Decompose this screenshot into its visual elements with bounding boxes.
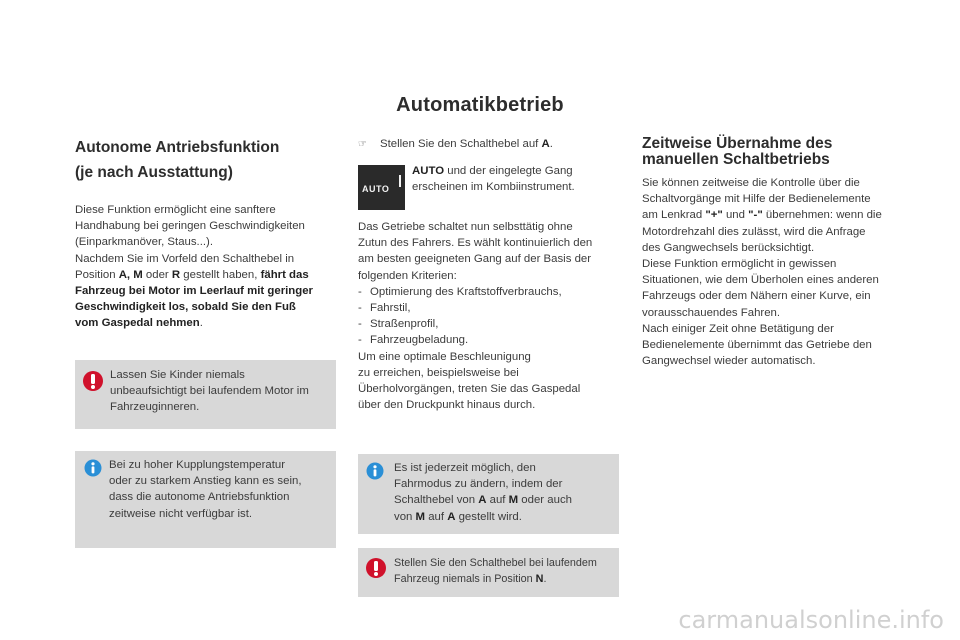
text-line: Motordrehzahl dies zulässt, wird die Anfrage xyxy=(642,225,866,238)
text-line: unbeaufsichtigt bei laufendem Motor im xyxy=(110,385,309,398)
info-text xyxy=(109,457,329,522)
text-line: Fahrmodus zu ändern, indem der xyxy=(394,478,563,491)
list-item: - Straßenprofil, xyxy=(358,316,623,332)
left-warning-box xyxy=(75,360,336,429)
text-line: Schaltvorgänge mit Hilfe der Bedienelemente xyxy=(642,193,871,206)
text-line: Nachdem Sie im Vorfeld den Schalthebel in xyxy=(75,252,295,265)
text-line: am Lenkrad "+" und "-" übernehmen: wenn die xyxy=(642,209,882,222)
left-intro-text xyxy=(75,202,345,332)
text-line: Bedienelemente übernimmt das Getriebe den xyxy=(642,339,872,352)
right-heading xyxy=(642,136,832,168)
warning-text xyxy=(394,555,616,587)
info-icon xyxy=(84,459,102,477)
text-line: Position A, M oder R gestellt haben, fährt das xyxy=(75,268,309,281)
auto-description xyxy=(412,163,612,195)
left-heading-line2: (je nach Ausstattung) xyxy=(75,164,233,181)
text-line: Situationen, wie dem Überholen eines anderen xyxy=(642,274,879,287)
left-heading-line1: Autonome Antriebsfunktion xyxy=(75,139,280,156)
text-line: Lassen Sie Kinder niemals xyxy=(110,369,245,381)
text-line: Fahrzeugs oder dem Nähern einer Kurve, ein xyxy=(642,290,871,303)
left-heading xyxy=(75,136,279,184)
criteria-list xyxy=(358,284,623,349)
text-line: Fahrzeuginneren. xyxy=(110,401,200,414)
warning-text xyxy=(110,367,330,416)
gear-indicator xyxy=(399,175,401,187)
text-line: des Gangwechsels berücksichtigt. xyxy=(642,241,815,254)
text-line: Stellen Sie den Schalthebel bei laufendem xyxy=(394,557,597,569)
text-line: Zutun des Fahrers. Es wählt kontinuierlich den xyxy=(358,237,593,250)
auto-display-label: AUTO xyxy=(362,184,390,194)
text-line: Überholvorgängen, treten Sie das Gaspedal xyxy=(358,383,581,396)
auto-display-image xyxy=(358,165,405,210)
bullet-pointer-icon: ☞ xyxy=(358,139,367,150)
info-icon xyxy=(366,462,384,480)
text-line: zeitweise nicht verfügbar ist. xyxy=(109,507,253,520)
text-line: Nach einiger Zeit ohne Betätigung der xyxy=(642,322,834,335)
text-line: (Einparkmanöver, Staus...). xyxy=(75,236,214,249)
text-line: vorausschauendes Fahren. xyxy=(642,306,781,319)
text-line: zu erreichen, beispielsweise bei xyxy=(358,366,519,379)
right-main-text xyxy=(642,175,917,369)
text-line: vom Gaspedal nehmen. xyxy=(75,317,203,330)
text-line: Schalthebel von A auf M oder auch xyxy=(394,494,572,507)
text-line: Bei zu hoher Kupplungstemperatur xyxy=(109,459,286,471)
text-line: Sie können zeitweise die Kontrolle über die xyxy=(642,177,860,189)
text-line: über den Druckpunkt hinaus durch. xyxy=(358,399,536,412)
text-line: Fahrzeug bei Motor im Leerlauf mit geringer xyxy=(75,285,313,298)
middle-info-box xyxy=(358,454,619,534)
text-line: Gangwechsel wieder automatisch. xyxy=(642,355,816,368)
right-heading-line1: Zeitweise Übernahme des xyxy=(642,135,833,152)
middle-bullet: ☞ Stellen Sie den Schalthebel auf A. xyxy=(358,136,618,153)
text-line: Diese Funktion ermöglicht in gewissen xyxy=(642,258,837,271)
warning-exclamation-icon xyxy=(82,370,104,392)
list-item: - Optimierung des Kraftstoffverbrauchs, xyxy=(358,284,623,300)
text-line: AUTO und der eingelegte Gang xyxy=(412,165,573,177)
text-line: Geschwindigkeit los, sobald Sie den Fuß xyxy=(75,301,296,314)
text-line: Um eine optimale Beschleunigung xyxy=(358,350,531,363)
middle-warning-box xyxy=(358,548,619,597)
text-line: Es ist jederzeit möglich, den xyxy=(394,462,536,474)
text-line: erscheinen im Kombiinstrument. xyxy=(412,181,575,194)
list-item: - Fahrstil, xyxy=(358,300,623,316)
text-line: am besten geeigneten Gang auf der Basis der xyxy=(358,253,592,266)
text-line: dass die autonome Antriebsfunktion xyxy=(109,491,290,504)
text-line: oder zu starkem Anstieg kann es sein, xyxy=(109,475,302,488)
text-line: Handhabung bei geringen Geschwindigkeiten xyxy=(75,220,305,233)
info-text xyxy=(394,460,614,525)
right-heading-line2: manuellen Schaltbetriebs xyxy=(642,151,830,168)
text-line: von M auf A gestellt wird. xyxy=(394,510,522,523)
text-line: Fahrzeug niemals in Position N. xyxy=(394,573,547,586)
middle-main-text xyxy=(358,219,623,413)
watermark: carmanualsonline.info xyxy=(678,606,944,634)
list-item: - Fahrzeugbeladung. xyxy=(358,332,623,348)
left-info-box xyxy=(75,451,336,548)
text-line: Das Getriebe schaltet nun selbsttätig ohne xyxy=(358,221,573,233)
warning-exclamation-icon xyxy=(365,557,387,579)
page-title: Automatikbetrieb xyxy=(396,94,564,116)
text-line: Diese Funktion ermöglicht eine sanftere xyxy=(75,204,276,216)
text-line: folgenden Kriterien: xyxy=(358,269,457,282)
